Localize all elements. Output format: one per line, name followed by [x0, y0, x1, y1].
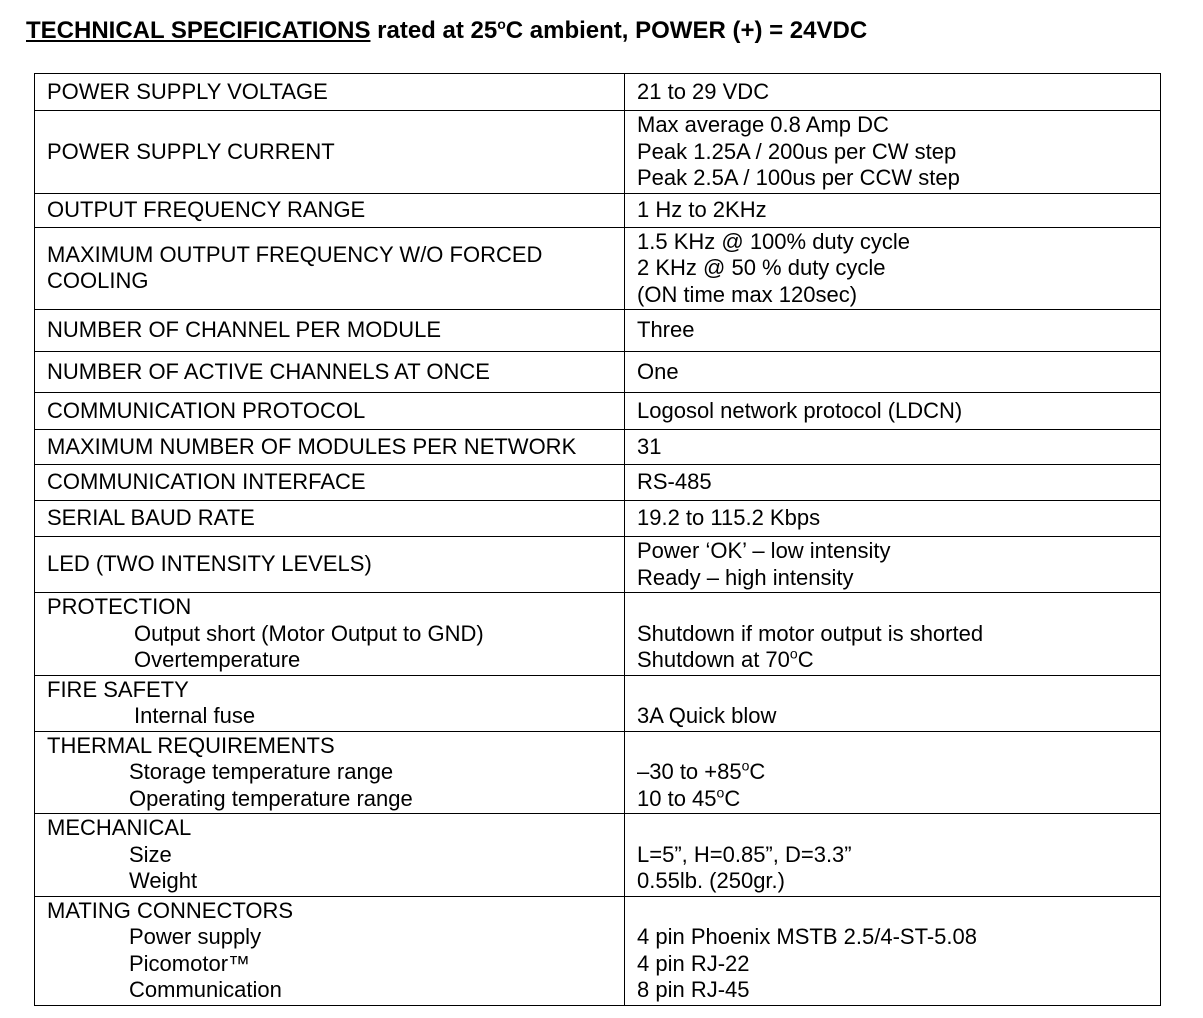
label-line: Communication [129, 977, 282, 1002]
spec-value [625, 193, 1161, 227]
spec-label [35, 675, 625, 731]
table-row [35, 393, 1161, 430]
spec-label [35, 193, 625, 227]
degree-mark: o [789, 645, 798, 662]
label-line: Overtemperature [134, 647, 301, 672]
unit-text: C [749, 759, 766, 784]
value-line: 8 pin RJ-45 [637, 977, 750, 1002]
spec-value [625, 537, 1161, 593]
value-line [637, 759, 1148, 786]
spec-value [625, 111, 1161, 194]
table-row [35, 193, 1161, 227]
table-row [35, 111, 1161, 194]
value-line: One [637, 358, 679, 384]
value-line: Ready – high intensity [637, 564, 854, 590]
label-line: LED (TWO INTENSITY LEVELS) [47, 551, 372, 577]
spec-label [35, 393, 625, 430]
spec-label [35, 74, 625, 111]
spec-value [625, 731, 1161, 814]
table-row [35, 896, 1161, 1005]
label-line: Output short (Motor Output to GND) [134, 620, 484, 646]
spec-label [35, 310, 625, 352]
spec-label [35, 537, 625, 593]
spec-value [625, 74, 1161, 111]
spec-value [625, 465, 1161, 501]
label-line: SERIAL BAUD RATE [47, 505, 255, 531]
unit-text: C [797, 647, 814, 672]
spec-label [35, 593, 625, 676]
heading-rest-b: C ambient, POWER (+) = 24VDC [505, 17, 868, 44]
label-line: COOLING [47, 268, 149, 294]
spec-value [625, 352, 1161, 393]
label-line: OUTPUT FREQUENCY RANGE [47, 196, 366, 222]
section-title: MECHANICAL [47, 815, 192, 840]
label-line: NUMBER OF ACTIVE CHANNELS AT ONCE [47, 358, 490, 384]
spec-label [35, 430, 625, 465]
spec-value [625, 310, 1161, 352]
value-line [637, 647, 1148, 674]
section-title: PROTECTION [47, 594, 192, 619]
table-row [35, 465, 1161, 501]
value-line: Max average 0.8 Amp DC [637, 112, 889, 137]
label-line: MAXIMUM NUMBER OF MODULES PER NETWORK [47, 433, 577, 459]
label-line: Picomotor™ [129, 950, 251, 976]
value-line: RS-485 [637, 469, 712, 495]
label-line: Power supply [129, 924, 262, 949]
label-line: Size [129, 841, 172, 867]
table-row [35, 227, 1161, 310]
value-line: 2 KHz @ 50 % duty cycle [637, 255, 886, 280]
table-row [35, 430, 1161, 465]
spec-value [625, 227, 1161, 310]
section-title: MATING CONNECTORS [47, 897, 294, 923]
table-row [35, 731, 1161, 814]
table-row [35, 310, 1161, 352]
table-row [35, 675, 1161, 731]
value-line: 1 Hz to 2KHz [637, 196, 767, 222]
value-line: Peak 2.5A / 100us per CCW step [637, 165, 960, 190]
heading-rest-a: rated at 25 [370, 17, 498, 44]
spec-value [625, 593, 1161, 676]
value-line: L=5”, H=0.85”, D=3.3” [637, 841, 852, 867]
spec-heading [26, 17, 867, 45]
section-title: FIRE SAFETY [47, 676, 189, 702]
value-text: Shutdown at 70 [637, 647, 790, 672]
label-line: MAXIMUM OUTPUT FREQUENCY W/O FORCED [47, 241, 543, 267]
value-line: 31 [637, 433, 662, 459]
value-line: (ON time max 120sec) [637, 281, 858, 307]
table-row [35, 814, 1161, 897]
value-line: Logosol network protocol (LDCN) [637, 397, 963, 423]
label-line: NUMBER OF CHANNEL PER MODULE [47, 317, 442, 343]
spec-table [34, 73, 1161, 1006]
spec-value [625, 430, 1161, 465]
spec-label [35, 731, 625, 814]
table-row [35, 352, 1161, 393]
value-line: 1.5 KHz @ 100% duty cycle [637, 228, 911, 254]
spec-value [625, 501, 1161, 537]
spec-value [625, 814, 1161, 897]
spec-value [625, 393, 1161, 430]
degree-mark: o [716, 784, 725, 801]
spec-label [35, 465, 625, 501]
value-line: 4 pin Phoenix MSTB 2.5/4-ST-5.08 [637, 924, 977, 949]
value-line: 4 pin RJ-22 [637, 950, 750, 976]
label-line: POWER SUPPLY VOLTAGE [47, 78, 328, 104]
value-line: Peak 1.25A / 200us per CW step [637, 138, 957, 164]
value-line: 19.2 to 115.2 Kbps [637, 505, 821, 531]
label-line: COMMUNICATION INTERFACE [47, 469, 366, 495]
value-line: 21 to 29 VDC [637, 78, 770, 104]
value-line: Three [637, 317, 695, 343]
table-row [35, 74, 1161, 111]
label-line: Storage temperature range [129, 759, 394, 784]
table-row [35, 501, 1161, 537]
table-row [35, 537, 1161, 593]
unit-text: C [724, 785, 741, 811]
value-text: 10 to 45 [637, 785, 717, 811]
section-title: THERMAL REQUIREMENTS [47, 732, 335, 758]
label-line: Operating temperature range [129, 785, 413, 811]
heading-degree: o [497, 16, 506, 32]
spec-label [35, 111, 625, 194]
label-line: Weight [129, 868, 198, 893]
degree-mark: o [741, 757, 750, 774]
spec-label [35, 814, 625, 897]
spec-value [625, 675, 1161, 731]
heading-title: TECHNICAL SPECIFICATIONS [26, 17, 371, 44]
spec-value [625, 896, 1161, 1005]
value-line: 0.55lb. (250gr.) [637, 868, 785, 893]
spec-label [35, 352, 625, 393]
spec-label [35, 501, 625, 537]
label-line: Internal fuse [134, 703, 256, 728]
label-line: POWER SUPPLY CURRENT [47, 138, 335, 164]
label-line: COMMUNICATION PROTOCOL [47, 397, 366, 423]
value-line: Shutdown if motor output is shorted [637, 620, 984, 646]
value-line [637, 786, 1148, 813]
spec-label [35, 227, 625, 310]
value-line: Power ‘OK’ – low intensity [637, 538, 891, 563]
table-row [35, 593, 1161, 676]
spec-label [35, 896, 625, 1005]
value-line: 3A Quick blow [637, 703, 777, 728]
value-text: –30 to +85 [637, 759, 742, 784]
